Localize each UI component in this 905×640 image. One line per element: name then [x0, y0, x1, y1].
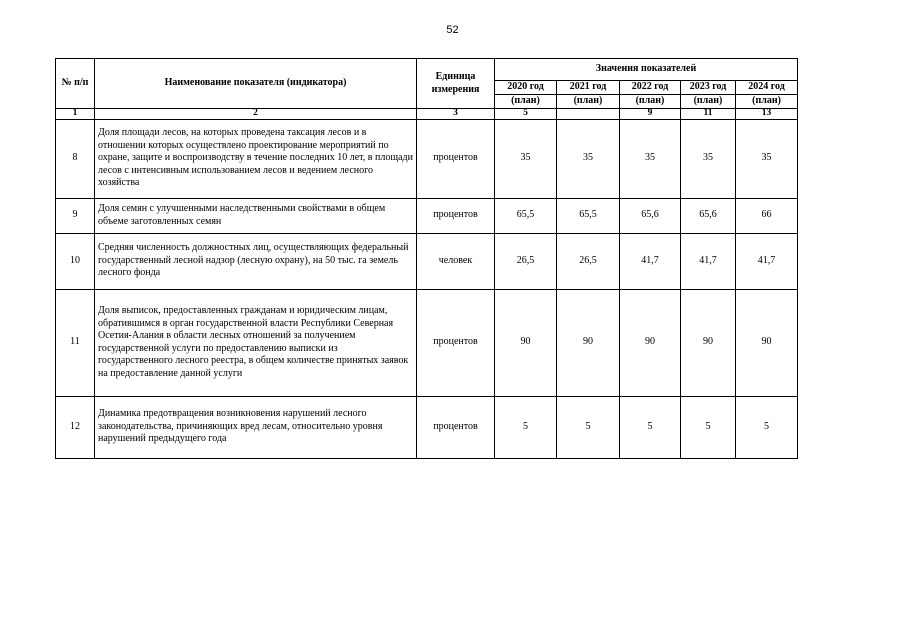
header-plan: (план) — [681, 95, 736, 109]
header-values-group: Значения показателей — [495, 59, 798, 81]
value-cell: 5 — [736, 396, 798, 458]
value-cell: 41,7 — [620, 233, 681, 289]
header-year: 2021 год — [557, 81, 620, 95]
header-year: 2020 год — [495, 81, 557, 95]
value-cell: 41,7 — [681, 233, 736, 289]
header-unit: Единица измерения — [417, 59, 495, 109]
value-cell: 66 — [736, 198, 798, 233]
column-number: 1 — [56, 109, 95, 120]
header-plan: (план) — [620, 95, 681, 109]
indicator-name: Динамика предотвращения возникновения нарушений лесного законодательства, причиняющих вред лесам, относительно уровня нарушений предыдущего года — [95, 396, 417, 458]
header-year: 2022 год — [620, 81, 681, 95]
column-number: 11 — [681, 109, 736, 120]
table-row — [56, 119, 798, 198]
indicator-name: Доля выписок, предоставленных гражданам и юридическим лицам, обратившимся в орган государственной власти Республики Северная Осетия-Алания в области лесных отношений за получением государственной услуги по предоставлению выписки из государственного лесного реестра, в общем количестве принятых заявок на предоставление данной услуги — [95, 289, 417, 396]
header-plan: (план) — [495, 95, 557, 109]
indicator-name: Средняя численность должностных лиц, осуществляющих федеральный государственный лесной надзор (лесную охрану), на 50 тыс. га земель лесного фонда — [95, 233, 417, 289]
value-cell: 5 — [557, 396, 620, 458]
column-number: 5 — [495, 109, 557, 120]
value-cell: 35 — [620, 119, 681, 198]
column-number: 13 — [736, 109, 798, 120]
header-plan: (план) — [557, 95, 620, 109]
value-cell: 90 — [681, 289, 736, 396]
row-number: 10 — [56, 233, 95, 289]
column-number: 3 — [417, 109, 495, 120]
row-number: 11 — [56, 289, 95, 396]
value-cell: 90 — [495, 289, 557, 396]
value-cell: 35 — [736, 119, 798, 198]
unit-cell: процентов — [417, 119, 495, 198]
unit-cell: процентов — [417, 289, 495, 396]
row-number: 12 — [56, 396, 95, 458]
value-cell: 65,5 — [557, 198, 620, 233]
value-cell: 35 — [557, 119, 620, 198]
value-cell: 5 — [495, 396, 557, 458]
header-year: 2023 год — [681, 81, 736, 95]
value-cell: 90 — [736, 289, 798, 396]
value-cell: 90 — [557, 289, 620, 396]
value-cell: 65,6 — [620, 198, 681, 233]
value-cell: 65,6 — [681, 198, 736, 233]
column-number — [557, 109, 620, 120]
header-plan: (план) — [736, 95, 798, 109]
indicators-table — [55, 58, 798, 459]
table-row — [56, 289, 798, 396]
value-cell: 65,5 — [495, 198, 557, 233]
value-cell: 90 — [620, 289, 681, 396]
table-row — [56, 233, 798, 289]
table-row — [56, 198, 798, 233]
row-number: 9 — [56, 198, 95, 233]
value-cell: 35 — [495, 119, 557, 198]
header-name: Наименование показателя (индикатора) — [95, 59, 417, 109]
value-cell: 41,7 — [736, 233, 798, 289]
row-number: 8 — [56, 119, 95, 198]
header-year: 2024 год — [736, 81, 798, 95]
table-row — [56, 396, 798, 458]
value-cell: 5 — [681, 396, 736, 458]
value-cell: 5 — [620, 396, 681, 458]
unit-cell: процентов — [417, 396, 495, 458]
unit-cell: процентов — [417, 198, 495, 233]
column-number: 9 — [620, 109, 681, 120]
value-cell: 35 — [681, 119, 736, 198]
unit-cell: человек — [417, 233, 495, 289]
indicator-name: Доля семян с улучшенными наследственными свойствами в общем объеме заготовленных семян — [95, 198, 417, 233]
column-number: 2 — [95, 109, 417, 120]
value-cell: 26,5 — [495, 233, 557, 289]
page-number: 52 — [446, 24, 459, 36]
value-cell: 26,5 — [557, 233, 620, 289]
header-num: № п/п — [56, 59, 95, 109]
indicator-name: Доля площади лесов, на которых проведена таксация лесов и в отношении которых осуществлено проектирование мероприятий по охране, защите и воспроизводству в течение последних 10 лет, в площади лесов с интенсивным использованием лесов и ведением лесного хозяйства — [95, 119, 417, 198]
